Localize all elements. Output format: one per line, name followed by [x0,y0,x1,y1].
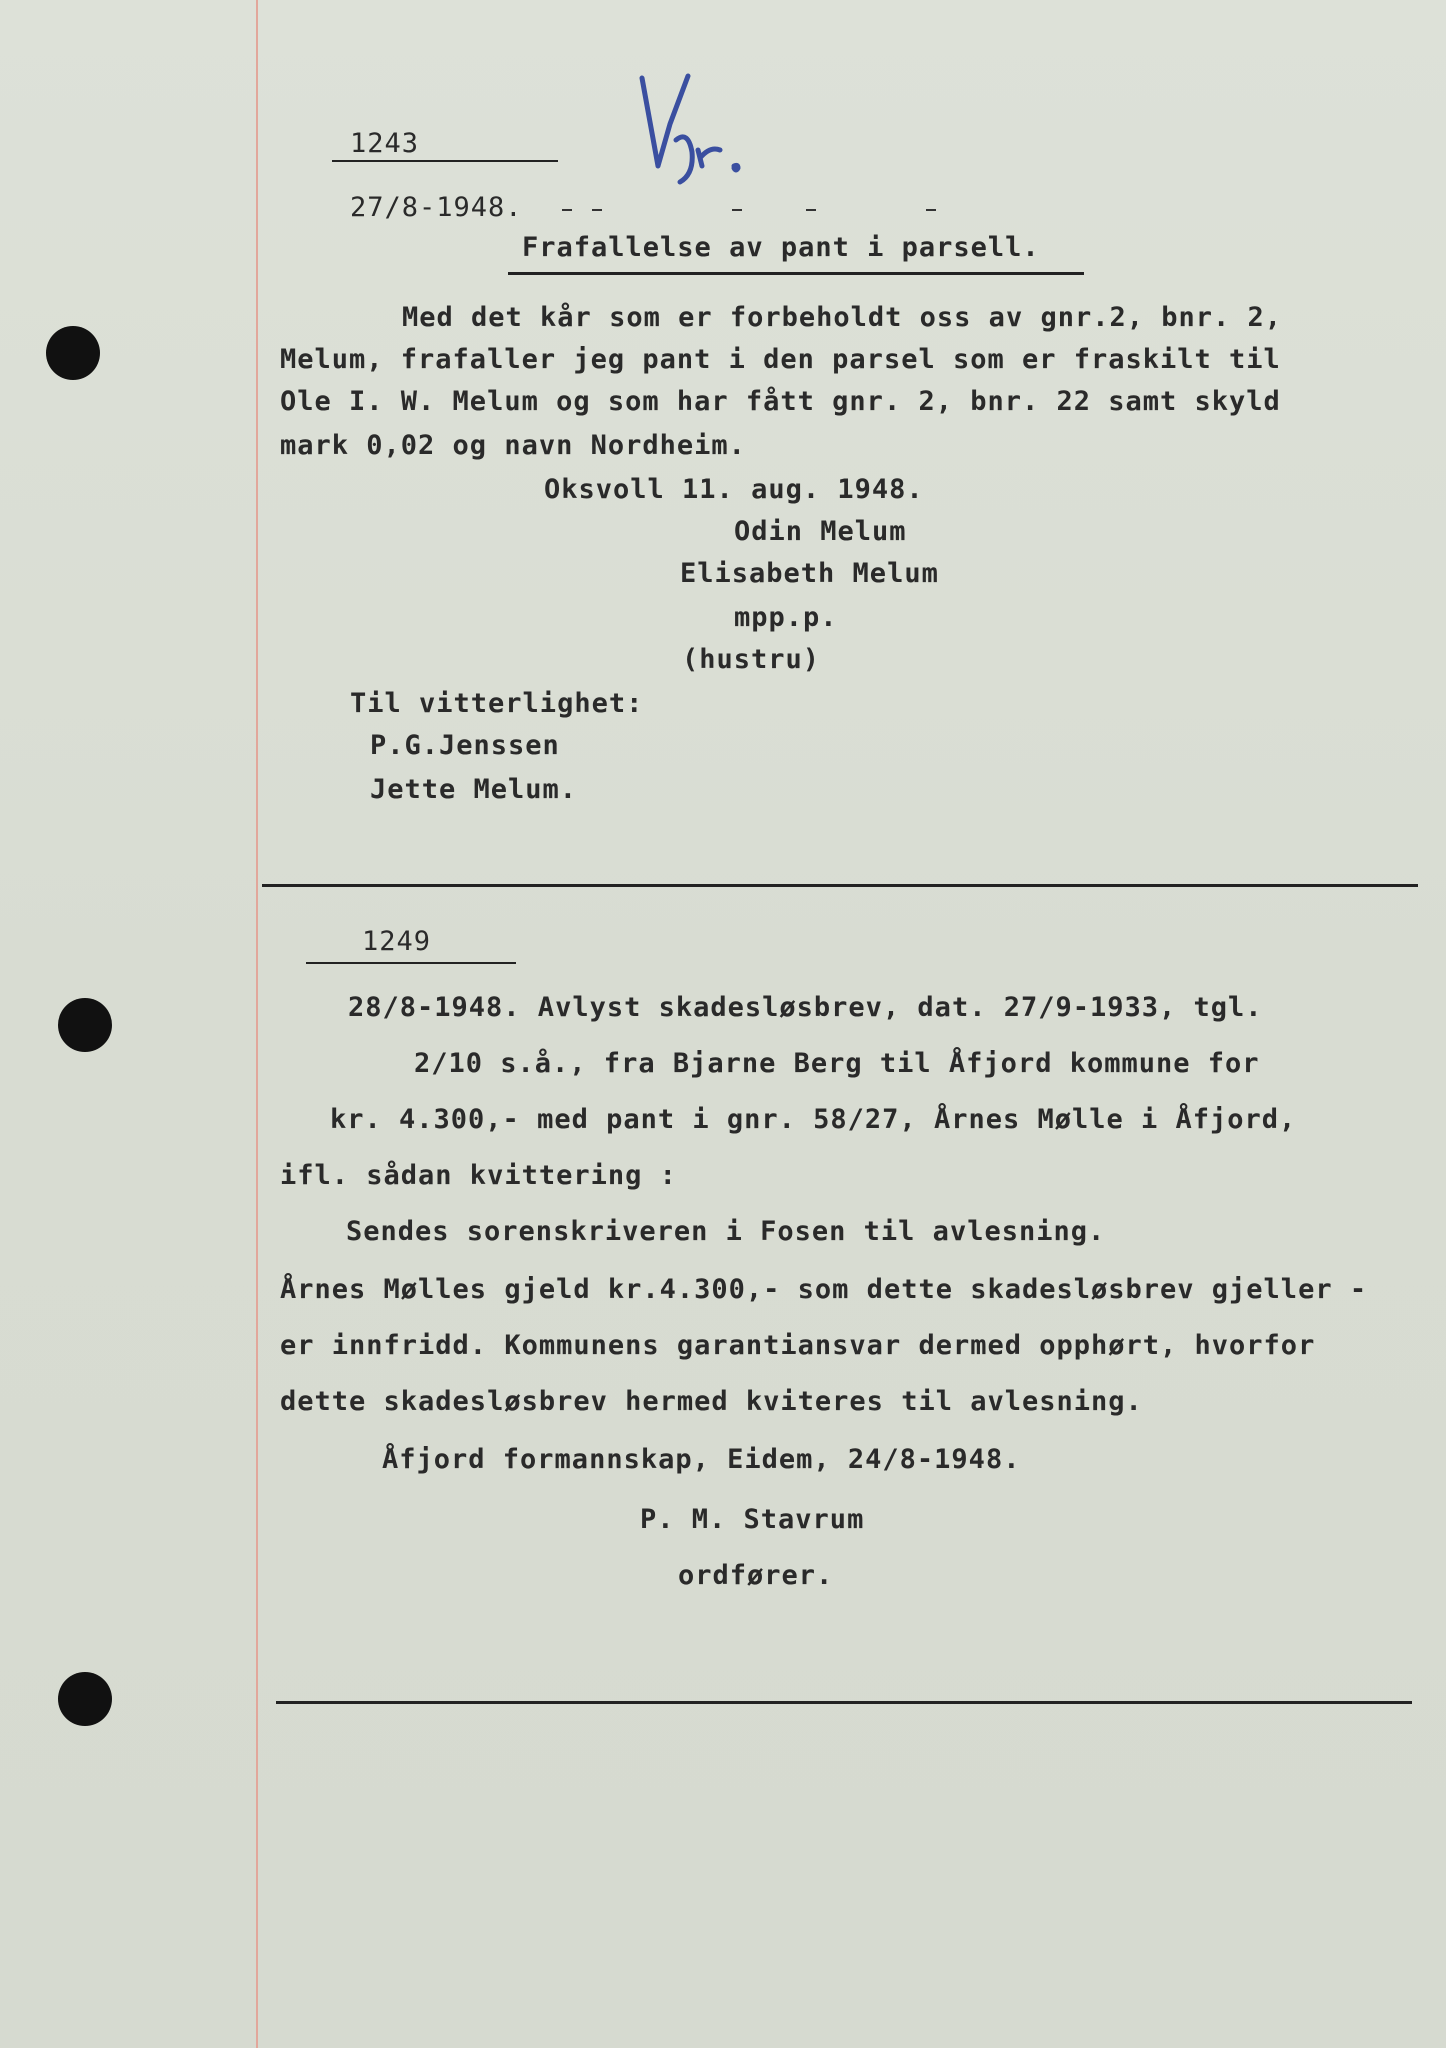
margin-line [256,0,258,2048]
place-date: Oksvoll 11. aug. 1948. [544,474,924,505]
body-line: dette skadesløsbrev hermed kviteres til avlesning. [280,1386,1143,1417]
entry-date: 27/8-1948. [350,192,523,223]
signer-name: P. M. Stavrum [640,1504,865,1535]
body-line: 28/8-1948. Avlyst skadesløsbrev, dat. 27/9-1933, tgl. [348,992,1263,1023]
body-line: Åfjord formannskap, Eidem, 24/8-1948. [382,1444,1021,1475]
punch-hole [58,998,112,1052]
punch-hole [46,326,100,380]
signature-name: Elisabeth Melum [680,558,939,589]
signature-note: mpp.p. [734,602,838,633]
body-line: ifl. sådan kvittering : [280,1160,677,1191]
section-divider [276,1701,1412,1704]
title-underline [508,272,1084,275]
section-divider [262,884,1418,887]
witness-name: Jette Melum. [370,774,578,805]
body-line: 2/10 s.å., fra Bjarne Berg til Åfjord kommune for [414,1048,1260,1079]
signature-note: (hustru) [682,644,821,675]
body-line: mark 0,02 og navn Nordheim. [280,430,746,461]
entry-number: 1249 [362,926,432,957]
signer-role: ordfører. [678,1560,834,1591]
body-line: Sendes sorenskriveren i Fosen til avlesning. [346,1216,1106,1247]
witness-label: Til vitterlighet: [350,688,644,719]
entry-number: 1243 [350,128,420,159]
punch-hole [58,1672,112,1726]
body-line: Melum, frafaller jeg pant i den parsel som er fraskilt til [280,344,1281,375]
body-line: Med det kår som er forbeholdt oss av gnr.2, bnr. 2, [402,302,1283,333]
body-line: Ole I. W. Melum og som har fått gnr. 2, bnr. 22 samt skyld [280,386,1281,417]
handwritten-initials [630,66,770,196]
signature-name: Odin Melum [734,516,907,547]
body-line: Årnes Mølles gjeld kr.4.300,- som dette skadesløsbrev gjeller - [280,1274,1368,1305]
entry-number-underline [306,962,516,964]
entry-number-underline [332,160,558,162]
witness-name: P.G.Jenssen [370,730,560,761]
body-line: er innfridd. Kommunens garantiansvar dermed opphørt, hvorfor [280,1330,1316,1361]
entry-title: Frafallelse av pant i parsell. [522,232,1040,263]
body-line: kr. 4.300,- med pant i gnr. 58/27, Årnes Mølle i Åfjord, [330,1104,1297,1135]
